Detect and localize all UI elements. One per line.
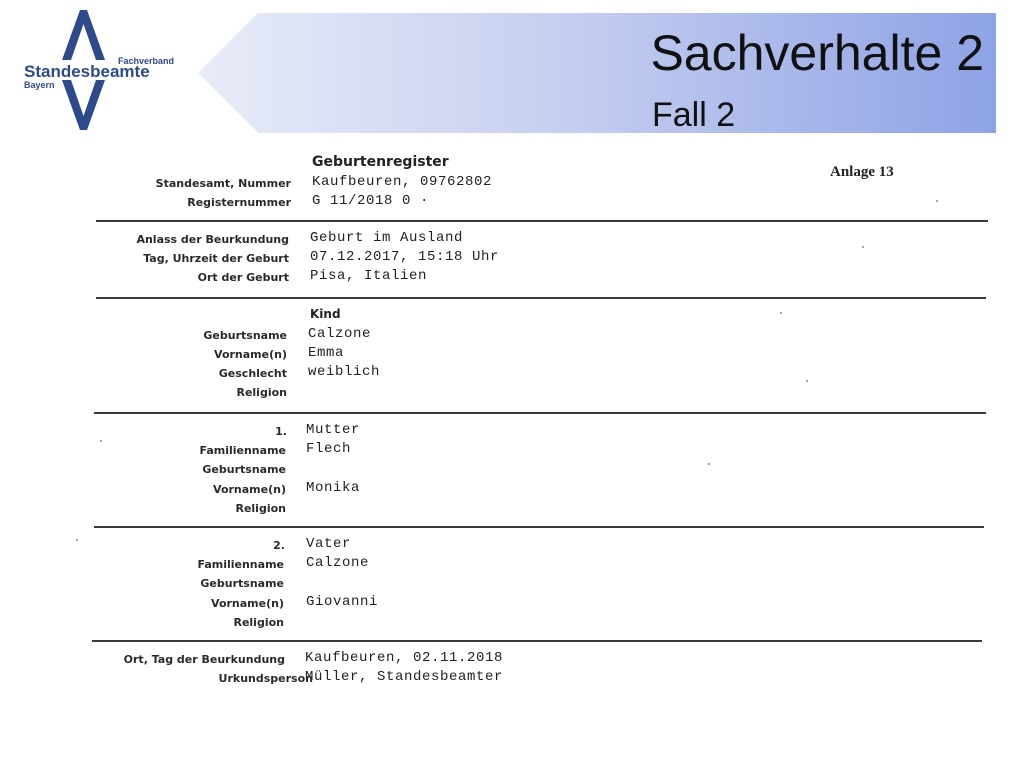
field-value: Giovanni bbox=[306, 594, 379, 610]
field-value: Monika bbox=[306, 480, 361, 496]
field-label: Religion bbox=[233, 616, 284, 629]
scan-speck bbox=[708, 463, 710, 465]
field-value: Kaufbeuren, 02.11.2018 bbox=[305, 650, 504, 666]
logo-bottom-text: Bayern bbox=[24, 80, 55, 90]
field-label: Urkundsperson bbox=[218, 672, 313, 685]
section-divider bbox=[96, 220, 988, 222]
field-label: Vorname(n) bbox=[211, 597, 284, 610]
mother-heading: Mutter bbox=[306, 422, 361, 438]
field-label: Geburtsname bbox=[203, 329, 287, 342]
field-label: Vorname(n) bbox=[214, 348, 287, 361]
field-label: Standesamt, Nummer bbox=[155, 177, 291, 190]
field-value: Geburt im Ausland bbox=[310, 230, 464, 246]
scan-speck bbox=[100, 440, 102, 442]
logo-top-text: Fachverband bbox=[118, 56, 175, 66]
field-label: Ort, Tag der Beurkundung bbox=[123, 653, 285, 666]
field-value: Kaufbeuren, 09762802 bbox=[312, 174, 493, 190]
father-heading: Vater bbox=[306, 536, 352, 552]
section-divider bbox=[94, 412, 986, 414]
field-label: Tag, Uhrzeit der Geburt bbox=[143, 252, 289, 265]
field-value: G 11/2018 0 · bbox=[312, 193, 430, 209]
slide-title: Sachverhalte 2 bbox=[650, 25, 984, 81]
field-value: Calzone bbox=[308, 326, 372, 342]
field-label: Familienname bbox=[197, 558, 284, 571]
section-divider bbox=[92, 640, 982, 642]
mother-number: 1. bbox=[275, 425, 287, 438]
field-label: Registernummer bbox=[187, 196, 291, 209]
field-label: Geburtsname bbox=[200, 577, 284, 590]
field-label: Geburtsname bbox=[202, 463, 286, 476]
field-label: Geschlecht bbox=[218, 367, 287, 380]
child-heading: Kind bbox=[310, 307, 341, 321]
document-heading: Geburtenregister bbox=[312, 154, 449, 170]
slide-subtitle: Fall 2 bbox=[652, 96, 736, 134]
section-divider bbox=[96, 297, 986, 299]
association-logo bbox=[20, 8, 190, 133]
section-divider bbox=[94, 526, 984, 528]
scan-speck bbox=[936, 200, 938, 202]
logo-main-text: Standesbeamte bbox=[24, 62, 150, 81]
field-value: weiblich bbox=[308, 364, 381, 380]
scan-speck bbox=[76, 539, 78, 541]
field-value: 07.12.2017, 15:18 Uhr bbox=[310, 249, 500, 265]
field-label: Vorname(n) bbox=[213, 483, 286, 496]
scan-speck bbox=[780, 312, 782, 314]
field-label: Religion bbox=[236, 386, 287, 399]
field-label: Familienname bbox=[199, 444, 286, 457]
field-value: Pisa, Italien bbox=[310, 268, 428, 284]
field-value: Flech bbox=[306, 441, 352, 457]
field-label: Anlass der Beurkundung bbox=[136, 233, 289, 246]
field-value: Emma bbox=[308, 345, 345, 361]
scan-speck bbox=[806, 380, 808, 382]
field-value: Müller, Standesbeamter bbox=[305, 669, 504, 685]
scan-speck bbox=[862, 246, 864, 248]
birth-register-document bbox=[0, 140, 1024, 768]
field-label: Ort der Geburt bbox=[197, 271, 289, 284]
field-label: Religion bbox=[235, 502, 286, 515]
field-value: Calzone bbox=[306, 555, 370, 571]
anlage-label: Anlage 13 bbox=[830, 164, 894, 180]
father-number: 2. bbox=[273, 539, 285, 552]
